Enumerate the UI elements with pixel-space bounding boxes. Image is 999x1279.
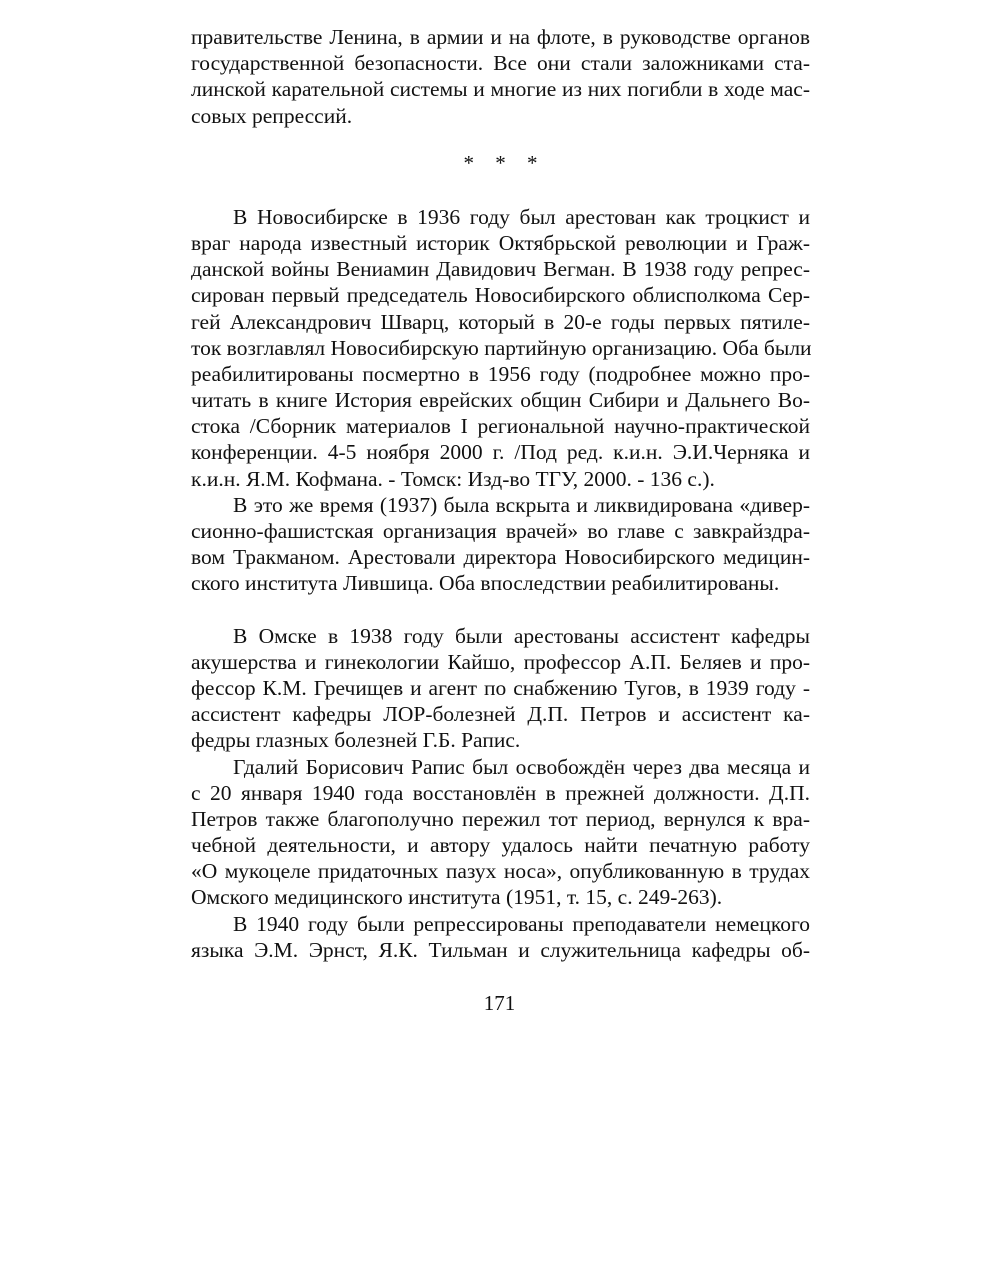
paragraph-doctors-organization	[191, 492, 810, 597]
text-line: реабилитированы посмертно в 1956 году (подробнее можно про-	[191, 361, 810, 386]
text-line: Гдалий Борисович Рапис был освобождён через два месяца и	[233, 754, 810, 779]
text-line: чебной деятельности, и автору удалось найти печатную работу	[191, 833, 810, 858]
paragraph-novosibirsk	[191, 204, 810, 492]
text-line: с 20 января 1940 года восстановлён в прежней должности. Д.П.	[191, 780, 810, 805]
text-line: В 1940 году были репрессированы преподаватели немецкого	[233, 911, 810, 936]
paragraph-1940	[191, 911, 810, 963]
text-line: В Новосибирске в 1936 году был арестован как троцкист и	[233, 204, 810, 229]
page-number: 171	[483, 991, 516, 1015]
text-line: Петров также благополучно пережил тот период, вернулся к вра-	[191, 806, 810, 831]
text-line: сионно-фашистская организация врачей» во главе с завкрайздра-	[191, 519, 810, 543]
text-line: государственной безопасности. Все они стали заложниками ста-	[191, 51, 810, 76]
paragraph-rapis	[191, 754, 810, 911]
text-line: правительстве Ленина, в армии и на флоте, в руководстве органов	[191, 25, 810, 49]
paragraph-top	[191, 24, 810, 129]
page-body	[191, 24, 810, 963]
text-line: ского института Лившица. Оба впоследствии реабилитированы.	[191, 571, 780, 596]
text-line: линской карательной системы и многие из них погибли в ходе мас-	[191, 77, 810, 102]
text-line: враг народа известный историк Октябрьской революции и Граж-	[191, 230, 810, 255]
text-line: конференции. 4-5 ноября 2000 г. /Под ред. к.и.н. Э.И.Черняка и	[191, 440, 810, 465]
text-line: акушерства и гинекологии Кайшо, профессор А.П. Беляев и про-	[191, 649, 810, 674]
text-line: фессор К.М. Гречищев и агент по снабжению Тугов, в 1939 году -	[191, 675, 810, 700]
text-line: вом Тракманом. Арестовали директора Новосибирского медицин-	[191, 545, 810, 570]
text-line: стока /Сборник материалов I региональной научно-практической	[191, 414, 810, 439]
text-line: читать в книге История еврейских общин Сибири и Дальнего Во-	[191, 388, 810, 413]
text-line: «О мукоцеле придаточных пазух носа», опубликованную в трудах	[191, 859, 810, 884]
text-line: гей Александрович Шварц, который в 20-е годы первых пятиле-	[191, 309, 810, 334]
text-line: к.и.н. Я.М. Кофмана. - Томск: Изд-во ТГУ, 2000. - 136 с.).	[191, 466, 715, 491]
text-line: сирован первый председатель Новосибирского облисполкома Сер-	[191, 283, 810, 308]
text-line: Омского медицинского института (1951, т. 15, с. 249-263).	[191, 885, 723, 910]
text-line: В Омске в 1938 году были арестованы ассистент кафедры	[233, 623, 810, 648]
text-line: совых репрессий.	[191, 103, 353, 128]
text-line: языка Э.М. Эрнст, Я.К. Тильман и служительница кафедры об-	[191, 937, 810, 962]
text-line: ассистент кафедры ЛОР-болезней Д.П. Петров и ассистент ка-	[191, 702, 810, 727]
paragraph-omsk	[191, 623, 810, 754]
text-line: данской войны Вениамин Давидович Вегман. В 1938 году репрес-	[191, 257, 810, 282]
text-line: В это же время (1937) была вскрыта и ликвидирована «дивер-	[233, 492, 810, 517]
text-line: ток возглавлял Новосибирскую партийную организацию. Оба были	[191, 335, 812, 360]
text-line: федры глазных болезней Г.Б. Рапис.	[191, 728, 521, 753]
section-separator: * * *	[463, 150, 546, 175]
